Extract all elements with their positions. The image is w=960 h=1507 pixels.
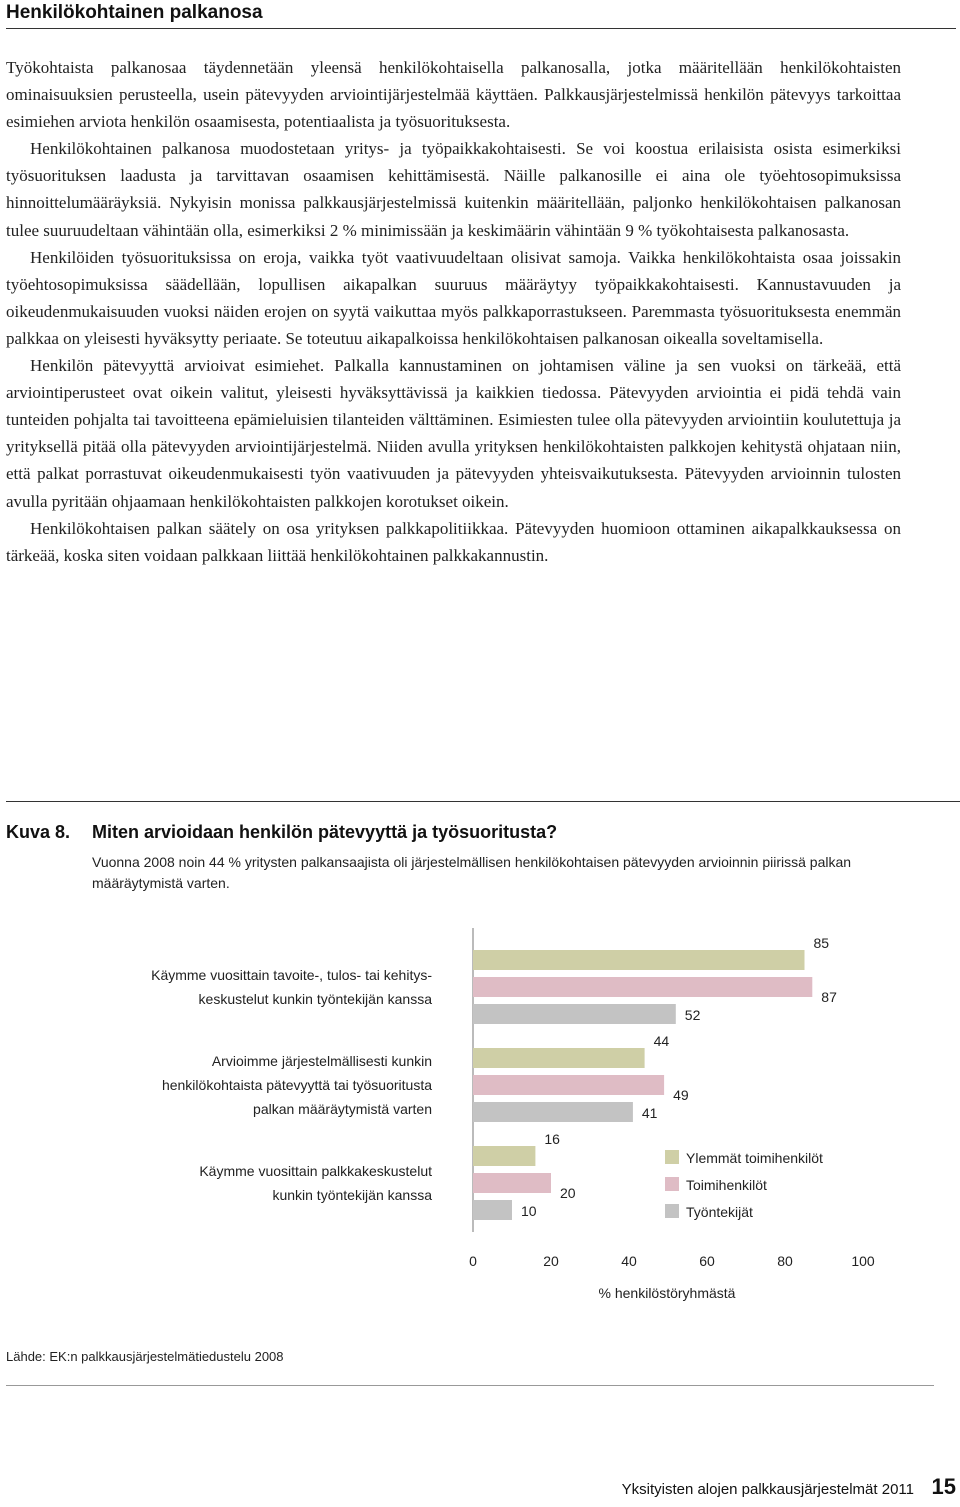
x-tick-label: 80	[777, 1253, 793, 1269]
data-label: 41	[641, 1105, 658, 1121]
paragraph: Henkilöiden työsuorituksissa on eroja, vaikka työt vaativuudeltaan olisivat samoja. Vaikka henkilökohtaista osaa joissakin työehtosopimuksissa säädellään, lopullisen aikapalkan suuruus määräytyy työpaikkakohtaisesti. Kannustavuuden ja oikeudenmukaisuuden vuoksi näiden erojen on syytä vaikuttaa myös palkkaporrastukseen. Paremmasta työsuorituksesta enemmän palkkaa on yleisesti hyväksytty periaate. Se toteutuu aikapalkoissa henkilökohtaisen palkanosan oikealla soveltamisella.	[6, 247, 901, 348]
legend-swatch	[665, 1150, 679, 1164]
body-text	[6, 54, 901, 569]
bar	[473, 1173, 551, 1193]
data-label: 49	[673, 1087, 689, 1103]
source-divider	[6, 1385, 934, 1386]
data-label: 20	[560, 1185, 576, 1201]
legend-label: Toimihenkilöt	[686, 1177, 767, 1193]
x-tick-label: 60	[699, 1253, 715, 1269]
x-tick-label: 100	[851, 1253, 875, 1269]
x-tick-label: 0	[469, 1253, 477, 1269]
category-label: Käymme vuosittain tavoite-, tulos- tai kehitys-	[151, 967, 432, 983]
bar	[473, 950, 805, 970]
legend-label: Työntekijät	[686, 1204, 753, 1220]
figure-subtitle: Vuonna 2008 noin 44 % yritysten palkansaajista oli järjestelmällisen henkilökohtaisen pätevyyden arvioinnin piirissä palkan määräytymistä varten.	[92, 854, 852, 891]
figure-divider	[6, 801, 960, 802]
bar	[473, 1146, 535, 1166]
data-label: 87	[821, 989, 837, 1005]
figure-title: Miten arvioidaan henkilön pätevyyttä ja työsuoritusta?	[92, 822, 558, 842]
source-note: Lähde: EK:n palkkausjärjestelmätiedustelu 2008	[6, 1349, 284, 1364]
page-number: 15	[931, 1474, 956, 1499]
bar	[473, 1004, 676, 1024]
data-label: 85	[813, 935, 830, 951]
bar	[473, 977, 812, 997]
x-tick-label: 40	[621, 1253, 637, 1269]
paragraph: Henkilökohtaisen palkan säätely on osa yrityksen palkkapolitiikkaa. Pätevyyden huomioon ottaminen aikapalkkauksessa on tärkeää, koska siten voidaan palkkaan liittää henkilökohtainen palkkakannustin.	[6, 518, 901, 565]
paragraph: Työkohtaista palkanosaa täydennetään yleensä henkilökohtaisella palkanosalla, jotka määritellään henkilökohtaisten ominaisuuksien perusteella, usein pätevyyden arviointijärjestelmää käyttäen. Palkkausjärjestelmissä henkilön pätevyys tarkoittaa esimiehen arviota henkilön osaamisesta, potentiaalista ja työsuorituksesta.	[6, 58, 901, 132]
bar	[473, 1048, 645, 1068]
data-label: 10	[521, 1203, 537, 1219]
category-label: kunkin työntekijän kanssa	[272, 1187, 432, 1203]
x-tick-label: 20	[543, 1253, 559, 1269]
category-label: Arvioimme järjestelmällisesti kunkin	[211, 1053, 432, 1069]
bar-chart	[0, 920, 960, 1320]
category-label: palkan määräytymistä varten	[253, 1101, 432, 1117]
category-label: Käymme vuosittain palkkakeskustelut	[199, 1163, 432, 1179]
category-label: henkilökohtaista pätevyyttä tai työsuoritusta	[161, 1077, 432, 1093]
data-label: 44	[653, 1033, 670, 1049]
legend-label: Ylemmät toimihenkilöt	[686, 1150, 823, 1166]
legend-swatch	[665, 1177, 679, 1191]
figure-label: Kuva 8.	[6, 822, 71, 842]
paragraph: Henkilökohtainen palkanosa muodostetaan yritys- ja työpaikkakohtaisesti. Se voi koostua erilaisista osista esimerkiksi työsuorituksen laadusta ja tarvittavan osaamisen kehittämisestä. Näille palkanosille ei aina ole työehtosopimuksissa hinnoittelumääräyksiä. Nykyisin monissa palkkausjärjestelmissä kuitenkin määritellään, paljonko henkilökohtaisen palkanosan tulee suuruudeltaan vähintään olla, esimerkiksi 2 % minimissään ja keskimäärin vähintään 9 % työkohtaisesta palkanosasta.	[6, 139, 901, 240]
bar	[473, 1200, 512, 1220]
footer-publication: Yksityisten alojen palkkausjärjestelmät 2011	[621, 1481, 914, 1498]
legend-swatch	[665, 1204, 679, 1218]
data-label: 52	[684, 1007, 701, 1023]
page-heading: Henkilökohtainen palkanosa	[6, 0, 956, 29]
x-axis-label: % henkilöstöryhmästä	[598, 1285, 736, 1301]
data-label: 16	[544, 1131, 560, 1147]
bar	[473, 1102, 633, 1122]
category-label: keskustelut kunkin työntekijän kanssa	[198, 991, 432, 1007]
bar	[473, 1075, 664, 1095]
paragraph: Henkilön pätevyyttä arvioivat esimiehet. Palkalla kannustaminen on johtamisen väline ja sen vuoksi on tärkeää, että arviointiperusteet ovat oikein valitut, yleisesti hyväksyttävissä ja kaikkien tiedossa. Pätevyyden arviointia ei pidä tehdä vain tunteiden pohjalta tai tavoitteena epämieluisien tilanteiden välttäminen. Esimiesten tulee olla pätevyyden arviointiin koulutettuja ja yrityksellä pitää olla pätevyyden arviointijärjestelmä. Niiden avulla yrityksen henkilökohtaisten palkkojen kehitystä ohjataan niin, että palkat porrastuvat oikeudenmukaisesti työn vaativuuden ja pätevyyden yhteisvaikutuksesta. Pätevyyden arvioinnin tulosten avulla pyritään ohjaamaan henkilökohtaisten palkkojen korotukset oikein.	[6, 356, 901, 511]
